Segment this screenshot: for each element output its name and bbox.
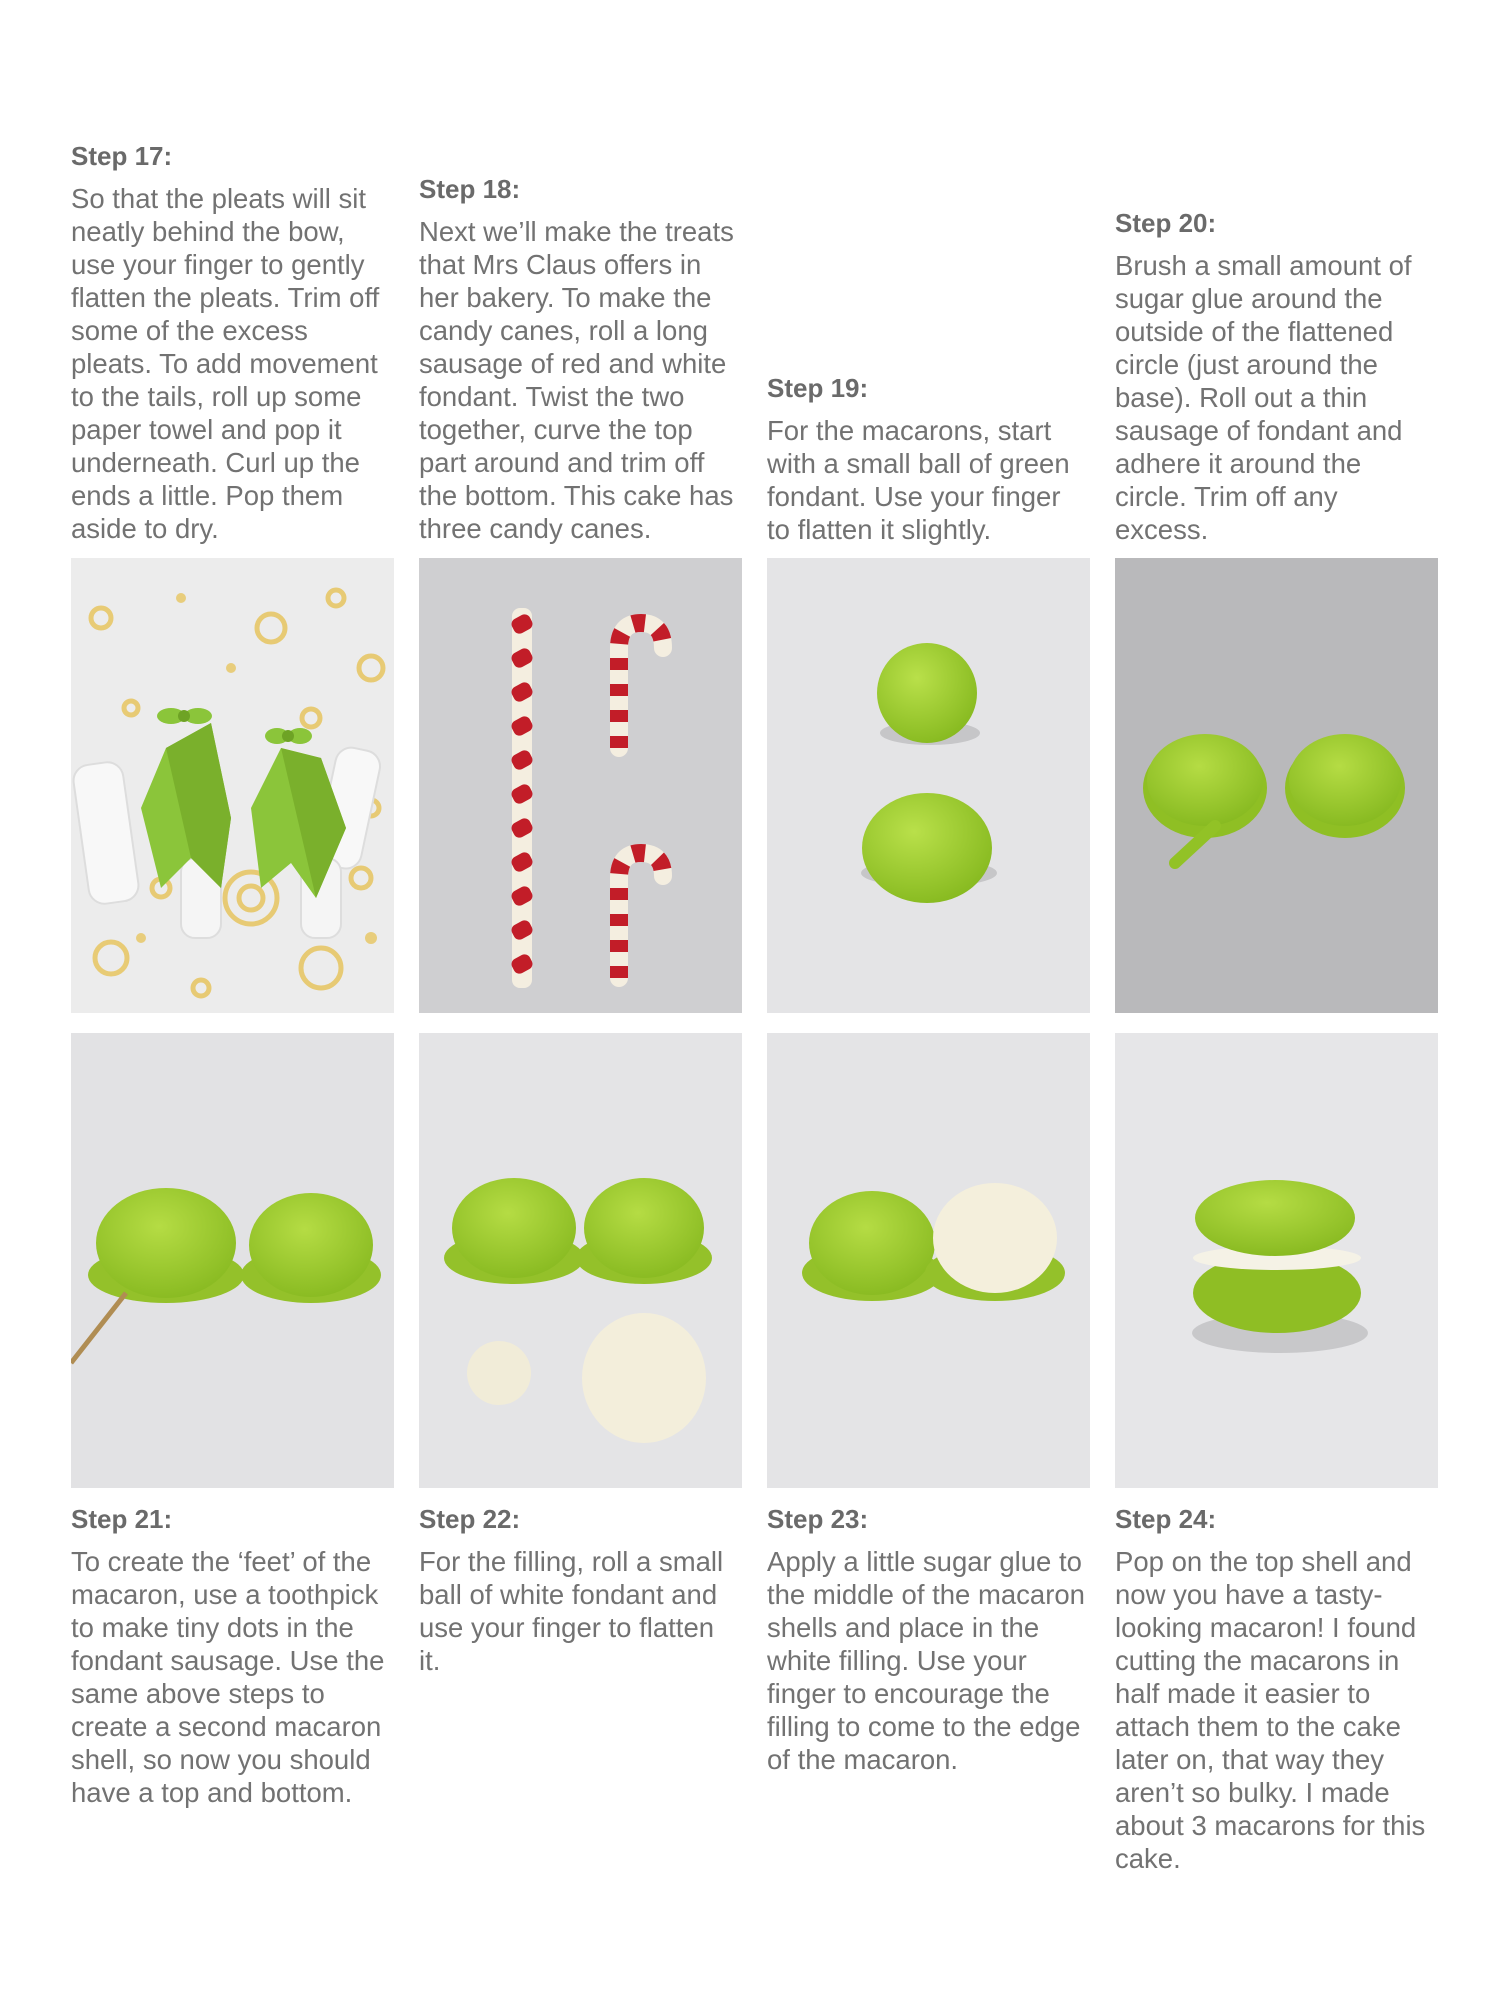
step-17-title: Step 17: [71,141,173,171]
step-21 [71,1503,391,1809]
step-24 [1115,1503,1435,1875]
step-18 [419,173,739,545]
step-20-title: Step 20: [1115,208,1217,238]
photo-step-23 [767,1033,1090,1488]
step-17-body: So that the pleats will sit neatly behind the bow, use your finger to gently flatten the pleats. Trim off some of the excess pleats. To add movement to the tails, roll up some paper towel and pop it underneath. Curl up the ends a little. Pop them aside to dry. [71,183,380,544]
step-19-body: For the macarons, start with a small ball of green fondant. Use your finger to flatten it slightly. [767,415,1070,545]
step-21-body: To create the ‘feet’ of the macaron, use a toothpick to make tiny dots in the fondant sausage. Use the same above steps to create a second macaron shell, so now you should have a top and bottom. [71,1546,385,1808]
photo-step-21 [71,1033,394,1488]
photo-step-19 [767,558,1090,1013]
step-24-body: Pop on the top shell and now you have a tasty-looking macaron! I found cutting the macarons in half made it easier to attach them to the cake later on, that way they aren’t so bulky. I made about 3 macarons for this cake. [1115,1546,1426,1874]
step-22-title: Step 22: [419,1504,521,1534]
step-18-body: Next we’ll make the treats that Mrs Claus offers in her bakery. To make the candy canes, roll a long sausage of red and white fondant. Twist the two together, curve the top part around and trim off the bottom. This cake has three candy canes. [419,216,734,544]
step-21-title: Step 21: [71,1504,173,1534]
step-17 [71,140,391,545]
step-20-body: Brush a small amount of sugar glue around the outside of the flattened circle (just around the base). Roll out a thin sausage of fondant and adhere it around the circle. Trim off any excess. [1115,250,1412,545]
step-20 [1115,207,1435,546]
step-18-title: Step 18: [419,174,521,204]
step-19 [767,372,1087,546]
photo-step-22 [419,1033,742,1488]
photo-step-24 [1115,1033,1438,1488]
step-22-body: For the filling, roll a small ball of white fondant and use your finger to flatten it. [419,1546,724,1676]
photo-step-17 [71,558,394,1013]
photo-step-18 [419,558,742,1013]
step-23-body: Apply a little sugar glue to the middle of the macaron shells and place in the white filling. Use your finger to encourage the filling to come to the edge of the macaron. [767,1546,1085,1775]
step-23 [767,1503,1087,1776]
step-19-title: Step 19: [767,373,869,403]
step-22 [419,1503,739,1677]
step-23-title: Step 23: [767,1504,869,1534]
step-24-title: Step 24: [1115,1504,1217,1534]
photo-step-20 [1115,558,1438,1013]
